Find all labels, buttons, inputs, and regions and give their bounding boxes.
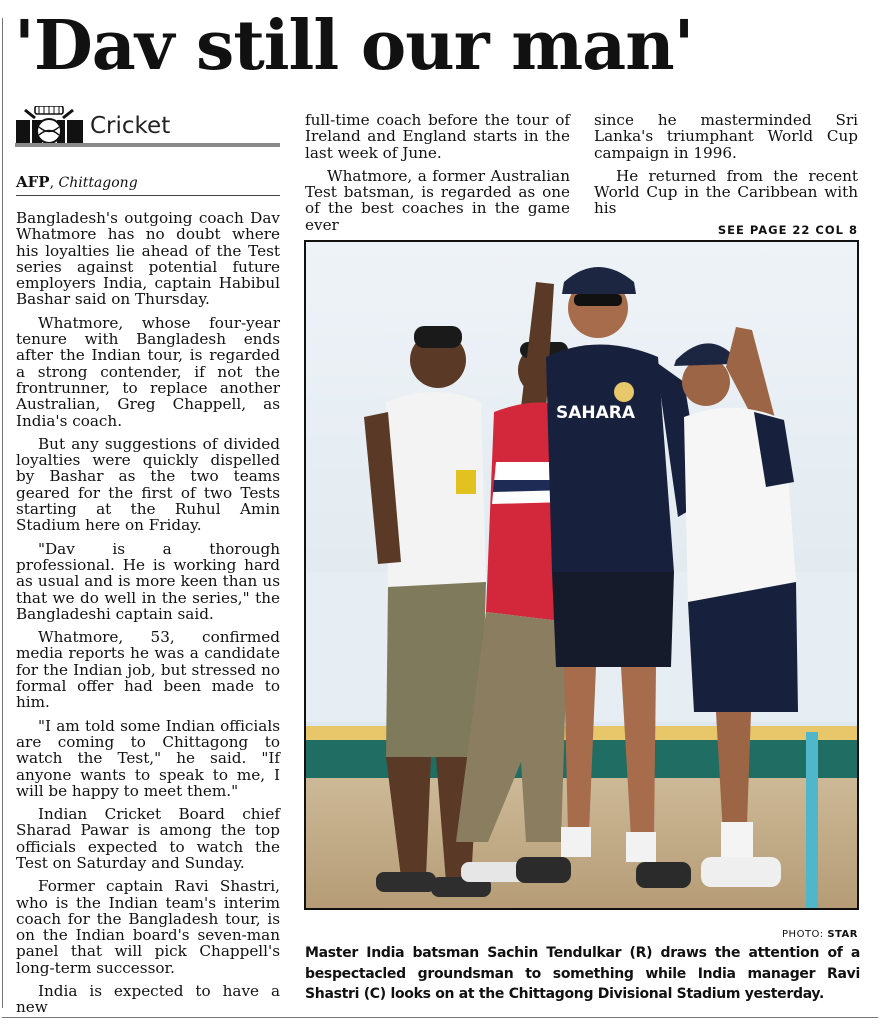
dateline-rule — [16, 195, 280, 196]
photo-illustration — [306, 242, 857, 908]
jersey-text: SAHARA — [556, 403, 636, 423]
photo-credit-name: STAR — [827, 929, 858, 940]
article-column-3 — [594, 112, 858, 238]
photo-caption: Master India batsman Sachin Tendulkar (R) draws the attention of a bespectacled groundsman to something while India manager Ravi Shastri (C) looks on at the Chittagong Divisional Stadium yesterday. — [305, 945, 860, 1002]
paragraph: Bangladesh's outgoing coach Dav Whatmore has no doubt where his loyalties lie ahead of the Test series against potential future employers India, captain Habibul Bashar said on Thursday. — [16, 209, 280, 309]
dateline-agency: AFP — [16, 173, 50, 191]
paragraph: Indian Cricket Board chief Sharad Pawar is among the top officials expected to watch the Test on Saturday and Sunday. — [16, 805, 280, 872]
column-rule-left — [2, 18, 3, 1008]
news-photo — [304, 240, 859, 910]
paragraph: Whatmore, whose four-year tenure with Bangladesh ends after the Indian tour, is regarded a strong contender, if not the frontrunner, to replace another Australian, Greg Chappell, as India's coach. — [16, 313, 280, 430]
paragraph: Whatmore, a former Australian Test batsman, is regarded as one of the best coaches in the game ever — [305, 166, 570, 234]
dateline: AFP, Chittagong — [16, 173, 138, 191]
dateline-place: Chittagong — [58, 175, 138, 191]
article-column-1 — [16, 210, 280, 1023]
paragraph: "I am told some Indian officials are coming to Chittagong to watch the Test," he said. "If anyone wants to speak to me, I will be happy to meet them." — [16, 716, 280, 800]
paragraph: "Dav is a thorough professional. He is working hard as usual and is more keen than us that we do well in the series," the Bangladeshi captain said. — [16, 539, 280, 623]
photo-credit — [782, 929, 858, 940]
paragraph: India is expected to have a new — [16, 982, 280, 1017]
section-label: Cricket — [90, 113, 171, 139]
jump-line: SEE PAGE 22 COL 8 — [717, 222, 858, 237]
article-column-2 — [305, 112, 570, 240]
cricket-gear-icon — [15, 106, 85, 146]
photo-credit-prefix: PHOTO: — [782, 929, 824, 940]
paragraph: But any suggestions of divided loyalties were quickly dispelled by Bashar as the two teams geared for the first of two Tests starting at the Ruhul Amin Stadium here on Friday. — [16, 434, 280, 535]
headline: 'Dav still our man' — [14, 6, 694, 86]
paragraph: full-time coach before the tour of Ireland and England starts in the last week of June. — [305, 111, 570, 162]
paragraph: since he masterminded Sri Lanka's triumphant World Cup campaign in 1996. — [594, 111, 858, 162]
section-rule — [15, 143, 280, 147]
section-tag — [15, 104, 280, 148]
paragraph: Former captain Ravi Shastri, who is the Indian team's interim coach for the Bangladesh tour, is on the Indian board's seven-man panel that will pick Chappell's long-term successor. — [16, 877, 280, 977]
paragraph: Whatmore, 53, confirmed media reports he was a candidate for the Indian job, but stressed no formal offer had been made to him. — [16, 628, 280, 712]
paragraph: He returned from the recent World Cup in the Caribbean with his — [594, 166, 858, 218]
